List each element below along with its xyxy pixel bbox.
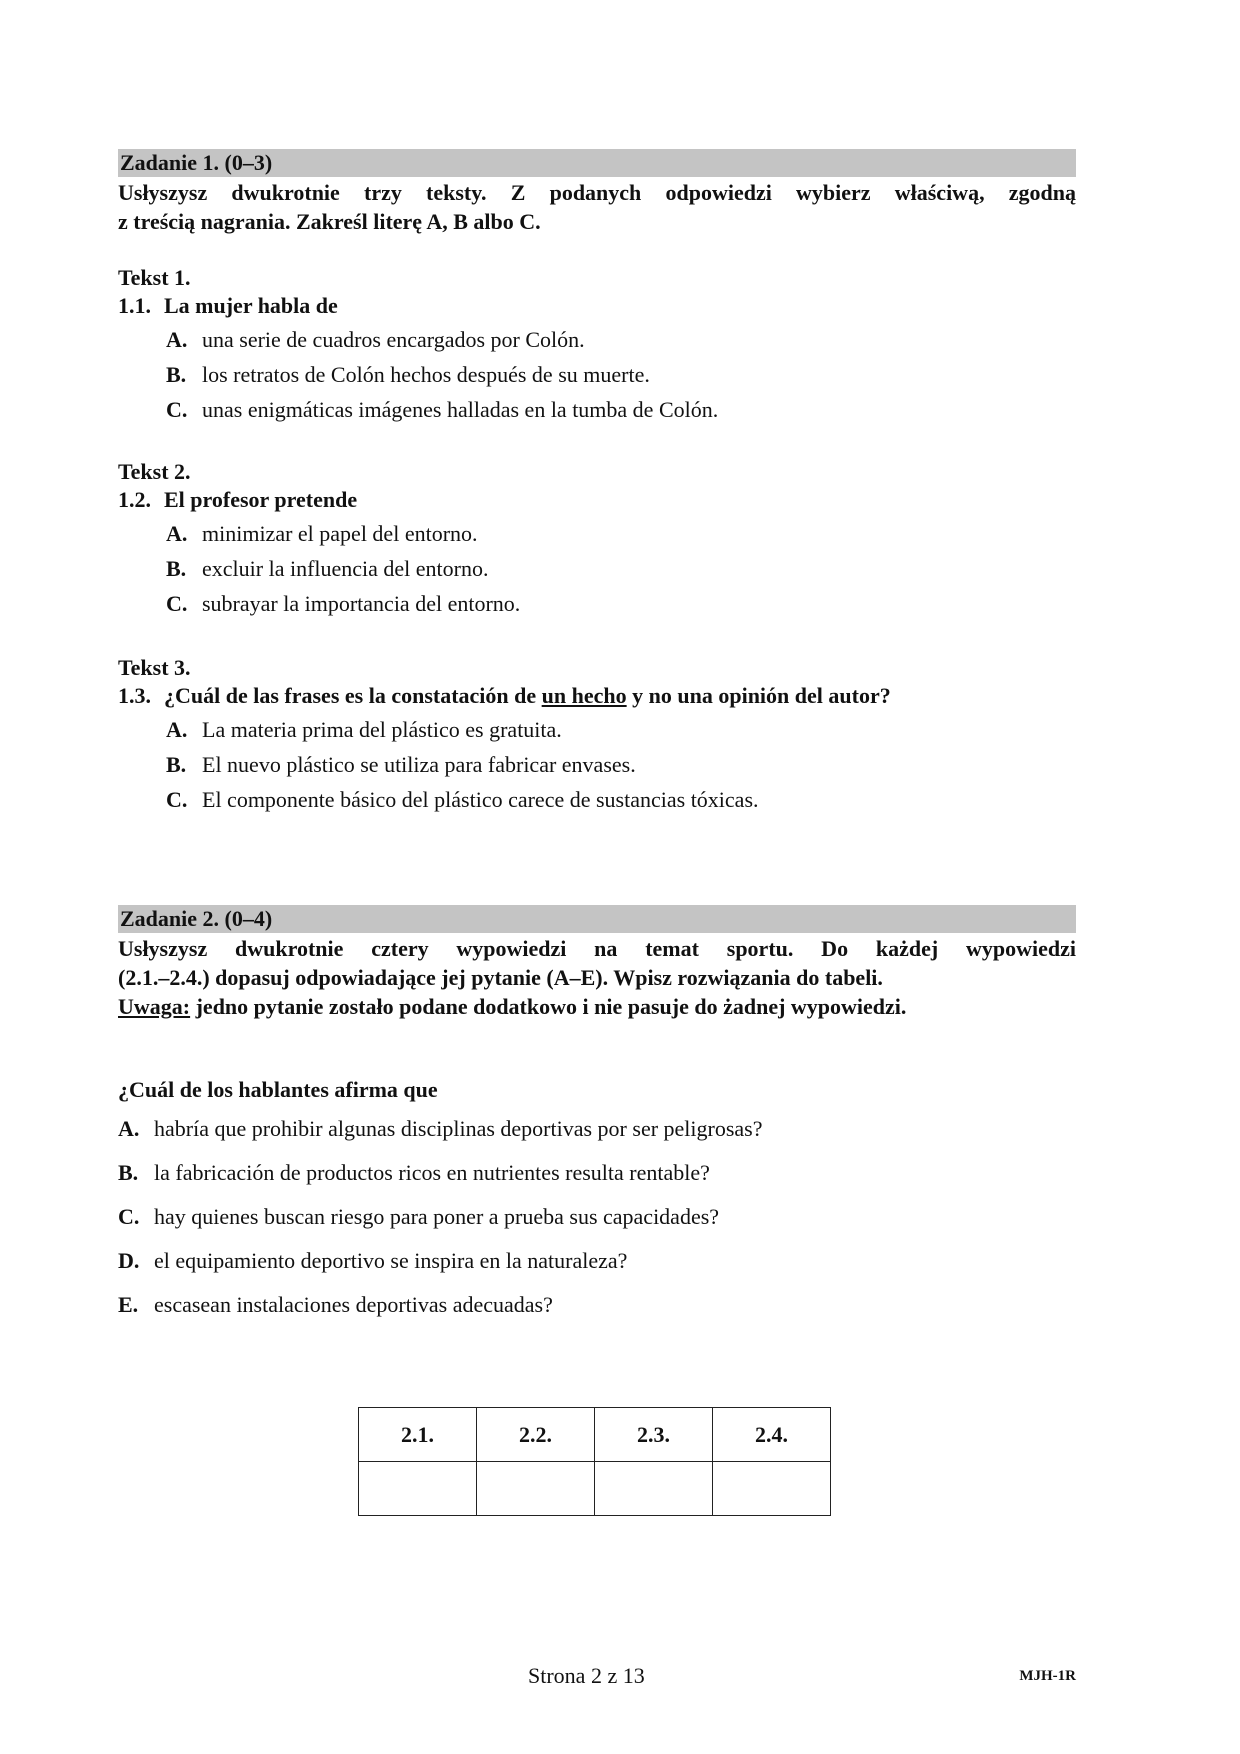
option-letter: C. (118, 1204, 140, 1229)
option-a[interactable] (118, 322, 1076, 357)
option-c[interactable] (118, 392, 1076, 427)
answer-cell-2-4[interactable] (713, 1462, 831, 1516)
task2-instruction-line2: (2.1.–2.4.) dopasuj odpowiadające jej pytanie (A–E). Wpisz rozwiązania do tabeli. (118, 965, 883, 990)
underlined-phrase: un hecho (541, 683, 627, 708)
option-letter: A. (166, 521, 188, 546)
question-text-part: ¿Cuál de las frases es la constatación de (164, 683, 542, 708)
answer-header-cell: 2.1. (359, 1408, 477, 1462)
answer-header-cell: 2.3. (595, 1408, 713, 1462)
option-c[interactable] (118, 586, 1076, 621)
question-number: 1.1. (118, 293, 151, 318)
option-letter: C. (166, 591, 188, 616)
option-text: la fabricación de productos ricos en nutrientes resulta rentable? (154, 1160, 710, 1185)
question (118, 486, 1076, 514)
page-number: Strona 2 z 13 (528, 1663, 645, 1688)
answer-table (358, 1407, 831, 1516)
text-block-2 (118, 458, 1076, 621)
option-text: escasean instalaciones deportivas adecuadas? (154, 1292, 553, 1317)
text-label: Tekst 3. (118, 655, 191, 680)
text-label: Tekst 1. (118, 265, 191, 290)
question (118, 292, 1076, 320)
text-label: Tekst 2. (118, 459, 191, 484)
answer-table-header-row (359, 1408, 831, 1462)
option-b[interactable] (118, 551, 1076, 586)
answer-header-cell: 2.4. (713, 1408, 831, 1462)
option-letter: B. (166, 556, 187, 581)
question-text (164, 682, 891, 710)
option-text: subrayar la importancia del entorno. (202, 591, 521, 616)
option-text: excluir la influencia del entorno. (202, 556, 489, 581)
exam-page (118, 0, 1076, 1754)
option-b (118, 1151, 1076, 1195)
option-d (118, 1239, 1076, 1283)
option-text: La materia prima del plástico es gratuita. (202, 717, 562, 742)
question-text: La mujer habla de (164, 293, 338, 318)
option-letter: B. (166, 752, 187, 777)
option-text: El componente básico del plástico carece de sustancias tóxicas. (202, 787, 759, 812)
option-b[interactable] (118, 357, 1076, 392)
task1-instruction-line1: Usłyszysz dwukrotnie trzy teksty. Z podanych odpowiedzi wybierz właściwą, zgodną (118, 180, 1076, 205)
task2-question: ¿Cuál de los hablantes afirma que (118, 1077, 438, 1102)
option-letter: E. (118, 1292, 139, 1317)
option-a[interactable] (118, 712, 1076, 747)
task1-header: Zadanie 1. (0–3) (118, 149, 1076, 177)
answer-cell-2-3[interactable] (595, 1462, 713, 1516)
option-c (118, 1195, 1076, 1239)
answer-table-input-row (359, 1462, 831, 1516)
option-letter: C. (166, 787, 188, 812)
answer-cell-2-1[interactable] (359, 1462, 477, 1516)
option-text: unas enigmáticas imágenes halladas en la tumba de Colón. (202, 397, 719, 422)
option-letter: B. (166, 362, 187, 387)
option-a (118, 1107, 1076, 1151)
option-text: hay quienes buscan riesgo para poner a prueba sus capacidades? (154, 1204, 720, 1229)
option-letter: C. (166, 397, 188, 422)
option-text: El nuevo plástico se utiliza para fabricar envases. (202, 752, 636, 777)
question-text: El profesor pretende (164, 487, 358, 512)
note-label: Uwaga: (118, 994, 191, 1019)
task1-instruction-line2: z treścią nagrania. Zakreśl literę A, B albo C. (118, 209, 541, 234)
option-letter: B. (118, 1160, 139, 1185)
option-text: una serie de cuadros encargados por Colón. (202, 327, 585, 352)
question (118, 682, 1076, 710)
answer-cell-2-2[interactable] (477, 1462, 595, 1516)
option-letter: A. (166, 717, 188, 742)
question-number: 1.2. (118, 487, 151, 512)
task2-header: Zadanie 2. (0–4) (118, 905, 1076, 933)
note-text: jedno pytanie zostało podane dodatkowo i nie pasuje do żadnej wypowiedzi. (190, 994, 907, 1019)
exam-code: MJH-1R (1019, 1668, 1076, 1684)
option-e (118, 1283, 1076, 1327)
option-text: habría que prohibir algunas disciplinas deportivas por ser peligrosas? (154, 1116, 763, 1141)
option-c[interactable] (118, 782, 1076, 817)
text-block-3 (118, 654, 1076, 817)
task2-instruction-line1: Usłyszysz dwukrotnie cztery wypowiedzi na temat sportu. Do każdej wypowiedzi (118, 936, 1076, 961)
option-letter: A. (166, 327, 188, 352)
option-letter: A. (118, 1116, 140, 1141)
option-b[interactable] (118, 747, 1076, 782)
option-a[interactable] (118, 516, 1076, 551)
option-letter: D. (118, 1248, 140, 1273)
question-number: 1.3. (118, 683, 151, 708)
task2-note (118, 992, 1076, 1021)
answer-header-cell: 2.2. (477, 1408, 595, 1462)
task2-question-block (118, 1076, 1076, 1327)
option-text: los retratos de Colón hechos después de su muerte. (202, 362, 650, 387)
option-text: el equipamiento deportivo se inspira en la naturaleza? (154, 1248, 628, 1273)
question-text-part: y no una opinión del autor? (626, 683, 891, 708)
text-block-1 (118, 264, 1076, 427)
option-text: minimizar el papel del entorno. (202, 521, 478, 546)
